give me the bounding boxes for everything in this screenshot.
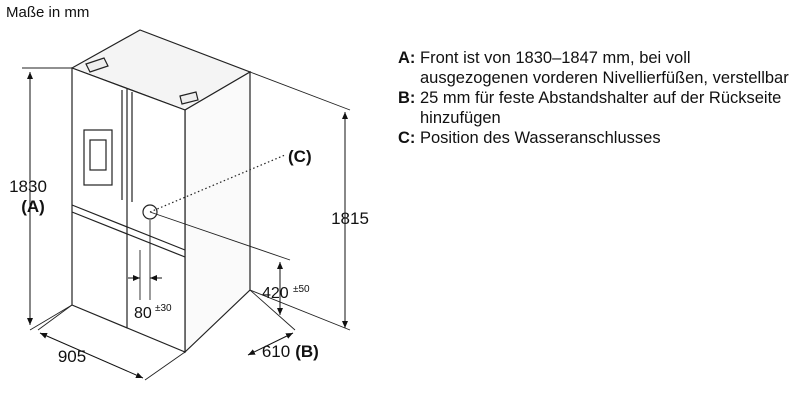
legend-text: Position des Wasseranschlusses bbox=[420, 129, 661, 147]
width-label: 905 bbox=[57, 347, 87, 366]
depth-ref: (B) bbox=[295, 342, 319, 361]
legend bbox=[398, 48, 794, 148]
water-height-label: 420 bbox=[262, 285, 289, 302]
height-total-label: 1830 bbox=[9, 177, 47, 196]
water-offset-label: 80 bbox=[134, 305, 152, 322]
legend-text: 25 mm für feste Abstandshalter auf der Rückseite hinzufügen bbox=[420, 89, 782, 127]
legend-item-c bbox=[398, 128, 794, 148]
callout-c-label: (C) bbox=[288, 147, 312, 166]
fridge-body bbox=[72, 30, 285, 352]
legend-text: Front ist von 1830–1847 mm, bei voll ausgezogenen vorderen Nivellierfüßen, verstellbar bbox=[420, 49, 789, 87]
height-body-label: 1815 bbox=[331, 209, 369, 228]
page-title: Maße in mm bbox=[6, 4, 90, 21]
water-offset-tolerance: ±30 bbox=[155, 303, 172, 314]
legend-item-a bbox=[398, 48, 794, 88]
legend-key: A: bbox=[398, 49, 416, 67]
legend-key: C: bbox=[398, 129, 416, 147]
depth-label: 610 bbox=[261, 342, 291, 361]
legend-key: B: bbox=[398, 89, 416, 107]
water-height-tolerance: ±50 bbox=[293, 284, 310, 295]
height-total-ref: (A) bbox=[21, 197, 45, 216]
legend-item-b bbox=[398, 88, 794, 128]
